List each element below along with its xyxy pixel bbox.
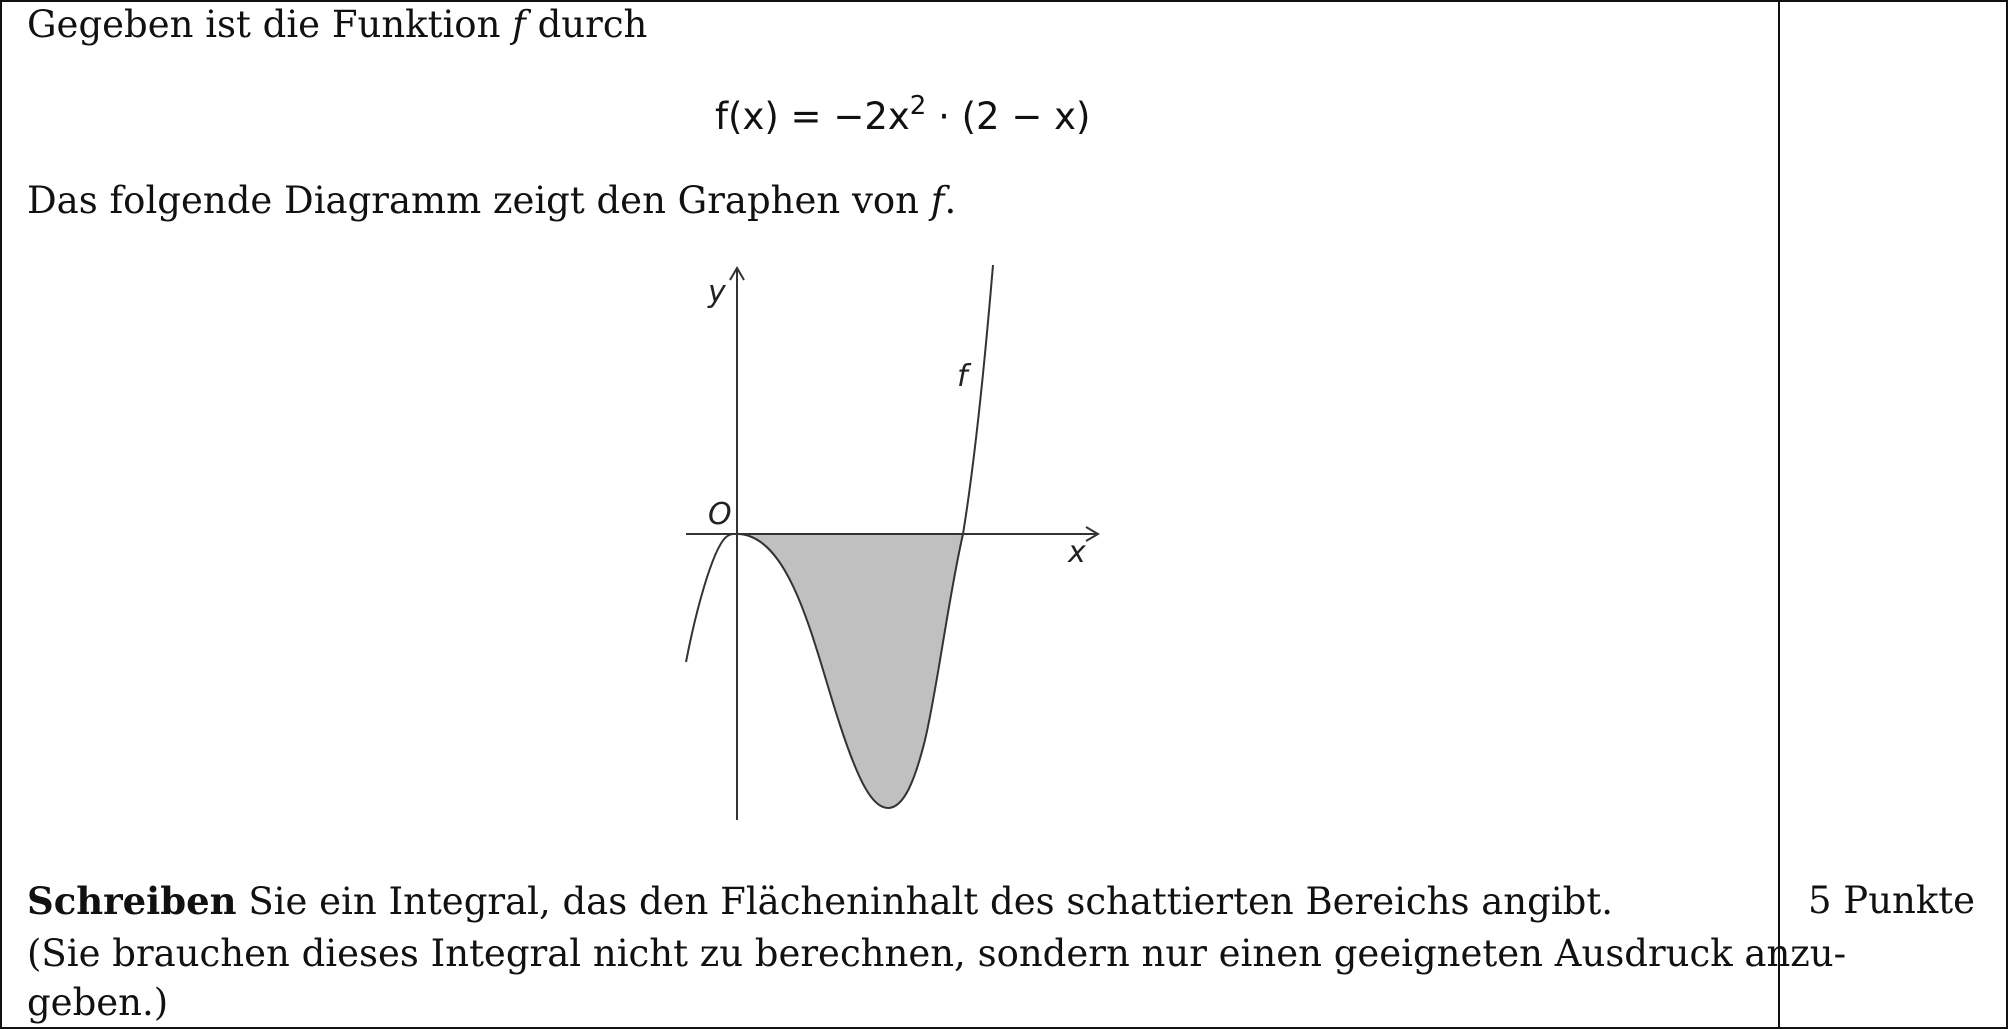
intro-after: durch xyxy=(525,3,648,46)
x-axis-label: x xyxy=(1068,535,1086,570)
curve-label: f xyxy=(957,359,968,394)
origin-label: O xyxy=(708,497,732,532)
points-label: 5 Punkte xyxy=(1808,879,1976,922)
task-line-1 xyxy=(27,876,1613,927)
task-line-3: geben.) xyxy=(27,981,169,1024)
task-keyword: Schreiben xyxy=(27,879,237,923)
caption-before: Das folgende Diagramm zeigt den Graphen von xyxy=(27,179,931,222)
formula-rhs: · (2 − x) xyxy=(926,95,1091,138)
caption-after: . xyxy=(944,179,957,222)
intro-var: f xyxy=(512,3,526,46)
formula-lhs: f(x) = −2x xyxy=(715,95,910,138)
task-line-2: (Sie brauchen dieses Integral nicht zu berechnen, sondern nur einen geeigneten Ausdruck anzu- xyxy=(27,932,1847,975)
formula-exponent: 2 xyxy=(909,91,927,121)
caption-var: f xyxy=(930,179,945,222)
y-axis-label: y xyxy=(708,275,726,310)
shaded-area xyxy=(737,534,963,808)
task-line1-rest: Sie ein Integral, das den Flächeninhalt des schattierten Bereichs angibt. xyxy=(236,880,1613,923)
intro-before: Gegeben ist die Funktion xyxy=(27,3,513,46)
